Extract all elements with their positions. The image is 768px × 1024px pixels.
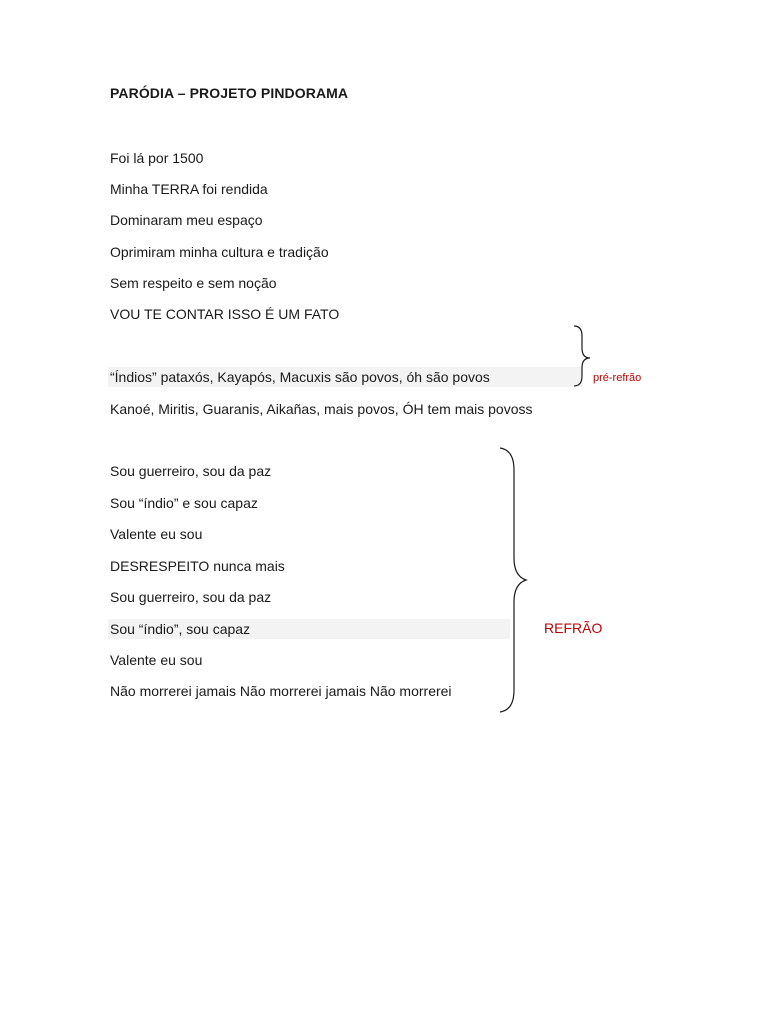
verse-line: Sem respeito e sem noção xyxy=(110,275,277,291)
pre-chorus-brace xyxy=(570,324,594,388)
document-title: PARÓDIA – PROJETO PINDORAMA xyxy=(110,85,349,101)
chorus-line: Sou guerreiro, sou da paz xyxy=(110,463,272,479)
pre-chorus-line: “Índios” pataxós, Kayapós, Macuxis são povos, óh são povos xyxy=(110,369,490,385)
verse-line: Dominaram meu espaço xyxy=(110,212,263,228)
verse-line: Oprimiram minha cultura e tradição xyxy=(110,244,329,260)
chorus-line: Valente eu sou xyxy=(110,526,203,542)
chorus-line: Valente eu sou xyxy=(110,652,203,668)
pre-chorus-label: pré-refrão xyxy=(593,372,642,384)
chorus-line: Sou “índio” e sou capaz xyxy=(110,495,258,511)
verse-line: Minha TERRA foi rendida xyxy=(110,181,268,197)
verse-line: Foi lá por 1500 xyxy=(110,150,204,166)
verse-line: VOU TE CONTAR ISSO É UM FATO xyxy=(110,306,340,322)
chorus-brace xyxy=(498,446,530,716)
chorus-label: REFRÃO xyxy=(544,620,603,636)
chorus-line: Não morrerei jamais Não morrerei jamais Não morrerei xyxy=(110,683,452,699)
chorus-line: Sou “índio”, sou capaz xyxy=(110,621,251,637)
chorus-line: Sou guerreiro, sou da paz xyxy=(110,589,272,605)
pre-chorus-line: Kanoé, Miritis, Guaranis, Aikañas, mais povos, ÓH tem mais povoss xyxy=(110,401,533,417)
chorus-line: DESRESPEITO nunca mais xyxy=(110,558,285,574)
